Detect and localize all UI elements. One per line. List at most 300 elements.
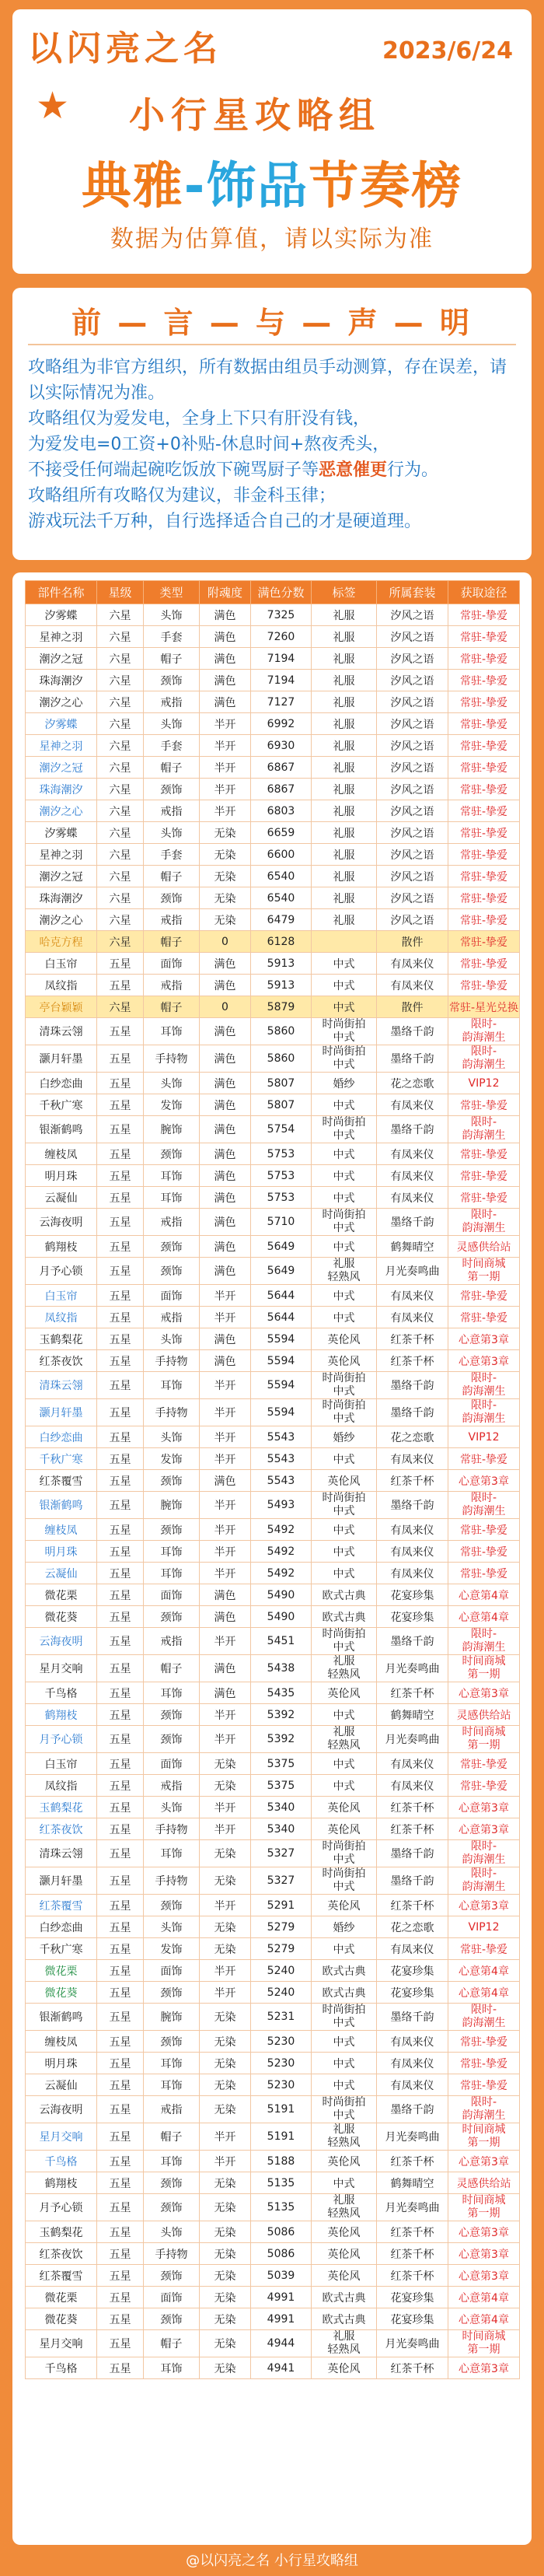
table-row <box>26 713 520 735</box>
table-cell: 云海夜明 <box>26 1628 97 1655</box>
table-cell: 心意第4章 <box>448 1960 520 1982</box>
watermark: @以闪亮之名 小行星攻略组 <box>186 2553 358 2569</box>
table-cell: 心意第3章 <box>448 1350 520 1372</box>
table-cell: 无染 <box>200 887 251 909</box>
table-cell: 时间商城 第一期 <box>448 1258 520 1285</box>
table-cell: 颈饰 <box>144 2172 200 2194</box>
table-cell: 限时- 韵海潮生 <box>448 1116 520 1143</box>
table-cell: 5230 <box>251 2031 312 2053</box>
table-cell: 千秋广寒 <box>26 1448 97 1470</box>
table-row <box>26 1328 520 1350</box>
table-cell: 婚纱 <box>312 1426 377 1448</box>
table-cell: 0 <box>200 996 251 1018</box>
table-cell: 满色 <box>200 1350 251 1372</box>
table-cell: 五星 <box>97 2265 144 2287</box>
table-cell: 鹤翔枝 <box>26 1236 97 1258</box>
table-cell: 耳饰 <box>144 1187 200 1209</box>
table-cell: 五星 <box>97 1426 144 1448</box>
table-cell: 面饰 <box>144 2287 200 2308</box>
table-cell: 常驻-挚爱 <box>448 975 520 996</box>
table-cell: 无染 <box>200 2221 251 2243</box>
table-cell: 有凤来仪 <box>377 1187 448 1209</box>
table-cell: 常驻-挚爱 <box>448 1563 520 1584</box>
table-cell: 帽子 <box>144 2330 200 2357</box>
table-cell: 中式 <box>312 975 377 996</box>
table-cell: 6930 <box>251 735 312 757</box>
table-cell: 五星 <box>97 1584 144 1606</box>
table-cell: 礼服 <box>312 822 377 844</box>
table-cell: 限时- 韵海潮生 <box>448 1628 520 1655</box>
table-cell: 五星 <box>97 1328 144 1350</box>
table-cell: 汐风之语 <box>377 887 448 909</box>
table-cell: 千鸟格 <box>26 1682 97 1704</box>
table-cell: 7127 <box>251 691 312 713</box>
table-cell: 千秋广寒 <box>26 1094 97 1116</box>
table-cell: 常驻-挚爱 <box>448 1094 520 1116</box>
table-cell: 常驻-挚爱 <box>448 670 520 691</box>
table-cell: 颈饰 <box>144 2308 200 2330</box>
table-row <box>26 1143 520 1165</box>
table-cell: 清珠云翎 <box>26 1840 97 1867</box>
table-row <box>26 1541 520 1563</box>
column-header: 部件名称 <box>26 581 97 604</box>
table-cell: 半开 <box>200 1818 251 1840</box>
table-cell: 常驻-挚爱 <box>448 713 520 735</box>
table-cell: 时尚街拍 中式 <box>312 1867 377 1895</box>
table-cell: 微花栗 <box>26 2287 97 2308</box>
table-cell: 欧式古典 <box>312 1584 377 1606</box>
table-cell: 5753 <box>251 1187 312 1209</box>
table-cell: 星神之羽 <box>26 735 97 757</box>
table-cell: 星月交响 <box>26 2123 97 2151</box>
table-cell: 五星 <box>97 1018 144 1045</box>
table-row <box>26 670 520 691</box>
table-cell: 心意第3章 <box>448 2357 520 2379</box>
table-cell: 六星 <box>97 996 144 1018</box>
table-cell: 礼服 <box>312 757 377 779</box>
table-row <box>26 1753 520 1775</box>
table-cell: 花宴珍集 <box>377 2308 448 2330</box>
table-cell: 汐风之语 <box>377 670 448 691</box>
table-cell: 心意第4章 <box>448 1584 520 1606</box>
table-cell: 有凤来仪 <box>377 2031 448 2053</box>
table-cell: 常驻-挚爱 <box>448 1307 520 1328</box>
table-cell: 头饰 <box>144 2221 200 2243</box>
table-cell: 礼服 轻熟风 <box>312 1258 377 1285</box>
table-cell: 5438 <box>251 1655 312 1682</box>
table-row <box>26 1895 520 1916</box>
table-cell: 五星 <box>97 1209 144 1236</box>
table-cell: 中式 <box>312 996 377 1018</box>
table-cell: 欧式古典 <box>312 1606 377 1628</box>
table-row <box>26 1867 520 1895</box>
table-cell: 颈饰 <box>144 887 200 909</box>
table-cell: 五星 <box>97 1519 144 1541</box>
table-cell: 常驻-挚爱 <box>448 757 520 779</box>
table-cell: 有凤来仪 <box>377 1541 448 1563</box>
table-cell: 限时- 韵海潮生 <box>448 1492 520 1519</box>
table-cell: 汐风之语 <box>377 844 448 866</box>
table-cell: 时间商城 第一期 <box>448 2194 520 2221</box>
table-row <box>26 822 520 844</box>
table-cell: 五星 <box>97 1470 144 1492</box>
table-cell: 缠枝凤 <box>26 1519 97 1541</box>
table-cell: 常驻-挚爱 <box>448 1448 520 1470</box>
table-cell: 六星 <box>97 713 144 735</box>
table-cell: 手套 <box>144 626 200 648</box>
table-cell: 5231 <box>251 2004 312 2031</box>
table-cell: 耳饰 <box>144 1018 200 1045</box>
table-cell: 半开 <box>200 1797 251 1818</box>
table-cell: 5451 <box>251 1628 312 1655</box>
table-cell: 常驻-挚爱 <box>448 953 520 975</box>
table-cell: 常驻-挚爱 <box>448 1187 520 1209</box>
table-row <box>26 1350 520 1372</box>
table-cell: 五星 <box>97 2096 144 2123</box>
table-row <box>26 1982 520 2004</box>
table-cell: 五星 <box>97 1073 144 1094</box>
table-cell: 5375 <box>251 1753 312 1775</box>
table-cell: 常驻-星光兑换 <box>448 996 520 1018</box>
table-row <box>26 975 520 996</box>
table-cell: 半开 <box>200 1726 251 1753</box>
table-cell: 半开 <box>200 1372 251 1399</box>
table-cell: 6540 <box>251 866 312 887</box>
table-cell: 墨络千韵 <box>377 2004 448 2031</box>
table-cell: 汐风之语 <box>377 691 448 713</box>
intro-paragraph: 攻略组为非官方组织，所有数据由组员手动测算，存在误差，请以实际情况为准。 <box>28 358 507 403</box>
table-cell: 5340 <box>251 1797 312 1818</box>
table-cell: 有凤来仪 <box>377 975 448 996</box>
intro-paragraph: 游戏玩法千万种，自行选择适合自己的才是硬道理。 <box>28 512 422 531</box>
table-cell: 头饰 <box>144 604 200 626</box>
table-cell: 花宴珍集 <box>377 1960 448 1982</box>
table-cell: 红茶覆雪 <box>26 2265 97 2287</box>
table-cell: 满色 <box>200 691 251 713</box>
table-cell: 中式 <box>312 2172 377 2194</box>
table-cell: 月予心锁 <box>26 1726 97 1753</box>
title-part-2: -饰品 <box>183 158 309 215</box>
table-cell: 墨络千韵 <box>377 1372 448 1399</box>
table-cell: 五星 <box>97 2357 144 2379</box>
table-cell: 婚纱 <box>312 1073 377 1094</box>
table-cell: 满色 <box>200 1209 251 1236</box>
table-row <box>26 1797 520 1818</box>
table-cell: 月光奏鸣曲 <box>377 2123 448 2151</box>
intro-heading: 前 — 言 — 与 — 声 — 明 <box>71 306 473 340</box>
table-cell: 7260 <box>251 626 312 648</box>
table-cell: 腕饰 <box>144 1492 200 1519</box>
table-cell: 中式 <box>312 1094 377 1116</box>
table-cell: 满色 <box>200 1094 251 1116</box>
table-cell: 时尚街拍 中式 <box>312 1372 377 1399</box>
table-cell: 墨络千韵 <box>377 1116 448 1143</box>
table-cell: 颈饰 <box>144 670 200 691</box>
divider <box>28 344 516 345</box>
table-cell: 5753 <box>251 1165 312 1187</box>
table-cell: 5039 <box>251 2265 312 2287</box>
table-cell: 银渐鹤鸣 <box>26 1116 97 1143</box>
table-cell: 礼服 <box>312 713 377 735</box>
table-cell: 常驻-挚爱 <box>448 648 520 670</box>
column-header: 附魂度 <box>200 581 251 604</box>
table-cell: 礼服 <box>312 670 377 691</box>
table-cell: 5435 <box>251 1682 312 1704</box>
table-cell: 五星 <box>97 1753 144 1775</box>
table-cell: 汐雾蝶 <box>26 822 97 844</box>
table-cell: 有凤来仪 <box>377 2074 448 2096</box>
table-cell: 耳饰 <box>144 2053 200 2074</box>
table-cell: 手持物 <box>144 1867 200 1895</box>
table-cell: 头饰 <box>144 822 200 844</box>
table-cell: 耳饰 <box>144 2074 200 2096</box>
table-cell: 灵感供给站 <box>448 1236 520 1258</box>
table-cell: 潮汐之冠 <box>26 757 97 779</box>
table-cell: 红茶覆雪 <box>26 1470 97 1492</box>
table-cell: 限时- 韵海潮生 <box>448 1045 520 1073</box>
table-cell: 五星 <box>97 1960 144 1982</box>
table-row <box>26 1584 520 1606</box>
table-cell: 六星 <box>97 887 144 909</box>
table-cell: 墨络千韵 <box>377 1399 448 1426</box>
table-cell: 英伦风 <box>312 1328 377 1350</box>
table-cell: 时间商城 第一期 <box>448 1726 520 1753</box>
table-row <box>26 1655 520 1682</box>
table-cell: 5913 <box>251 953 312 975</box>
table-cell: 5392 <box>251 1704 312 1726</box>
table-cell: 中式 <box>312 1165 377 1187</box>
table-cell: 礼服 <box>312 604 377 626</box>
table-row <box>26 1818 520 1840</box>
table-row <box>26 1606 520 1628</box>
table-cell: 无染 <box>200 1840 251 1867</box>
table-cell: 手持物 <box>144 1350 200 1372</box>
table-cell: 常驻-挚爱 <box>448 844 520 866</box>
table-cell: 花宴珍集 <box>377 1982 448 2004</box>
table-cell: 银渐鹤鸣 <box>26 1492 97 1519</box>
table-cell: 4941 <box>251 2357 312 2379</box>
table-cell: VIP12 <box>448 1916 520 1938</box>
table-cell: 明月珠 <box>26 1541 97 1563</box>
table-cell: 帽子 <box>144 2123 200 2151</box>
table-cell: 5753 <box>251 1143 312 1165</box>
table-row <box>26 800 520 822</box>
table-cell: 心意第3章 <box>448 1818 520 1840</box>
table-cell: 5543 <box>251 1448 312 1470</box>
table-cell: 英伦风 <box>312 1350 377 1372</box>
table-cell: 常驻-挚爱 <box>448 1165 520 1187</box>
table-cell: 五星 <box>97 2031 144 2053</box>
table-cell: 6479 <box>251 909 312 931</box>
table-cell: 5375 <box>251 1775 312 1797</box>
table-cell: 欧式古典 <box>312 2308 377 2330</box>
table-cell: 心意第3章 <box>448 2243 520 2265</box>
table-cell: 常驻-挚爱 <box>448 1541 520 1563</box>
table-cell: 戒指 <box>144 1209 200 1236</box>
table-cell: 云凝仙 <box>26 1563 97 1584</box>
table-row <box>26 2096 520 2123</box>
table-cell: 时尚街拍 中式 <box>312 1492 377 1519</box>
table-cell: 五星 <box>97 1187 144 1209</box>
table-cell: 清珠云翎 <box>26 1018 97 1045</box>
table-cell: 满色 <box>200 648 251 670</box>
table-cell: 中式 <box>312 1704 377 1726</box>
table-cell: 满色 <box>200 1165 251 1187</box>
table-cell: 常驻-挚爱 <box>448 626 520 648</box>
table-cell: 五星 <box>97 1448 144 1470</box>
table-cell: 汐风之语 <box>377 735 448 757</box>
table-cell: 星神之羽 <box>26 626 97 648</box>
table-cell: 潮汐之冠 <box>26 866 97 887</box>
table-cell: 六星 <box>97 691 144 713</box>
table-cell: 玉鹤梨花 <box>26 2221 97 2243</box>
table-cell: 礼服 <box>312 779 377 800</box>
table-cell: 珠海潮汐 <box>26 887 97 909</box>
table-cell: 中式 <box>312 2031 377 2053</box>
table-cell: 五星 <box>97 2172 144 2194</box>
table-cell: 半开 <box>200 2151 251 2172</box>
table-row <box>26 2265 520 2287</box>
table-cell: 6128 <box>251 931 312 953</box>
table-cell: 潮汐之心 <box>26 691 97 713</box>
table-cell: 五星 <box>97 1840 144 1867</box>
table-cell: 礼服 <box>312 626 377 648</box>
table-cell: 5135 <box>251 2172 312 2194</box>
table-cell: 六星 <box>97 866 144 887</box>
table-cell: 5913 <box>251 975 312 996</box>
table-cell: 无染 <box>200 2287 251 2308</box>
table-cell: 时间商城 第一期 <box>448 1655 520 1682</box>
table-cell: 中式 <box>312 1519 377 1541</box>
table-row <box>26 1094 520 1116</box>
table-cell: 5644 <box>251 1307 312 1328</box>
table-cell: 五星 <box>97 1818 144 1840</box>
table-cell: 六星 <box>97 648 144 670</box>
table-cell: 月光奏鸣曲 <box>377 2330 448 2357</box>
table-row <box>26 1209 520 1236</box>
table-cell: 帽子 <box>144 648 200 670</box>
table-cell: 半开 <box>200 1541 251 1563</box>
table-cell: 5490 <box>251 1606 312 1628</box>
table-cell: 中式 <box>312 1775 377 1797</box>
table-cell: 腕饰 <box>144 1116 200 1143</box>
table-cell: 英伦风 <box>312 1797 377 1818</box>
table-cell: 五星 <box>97 2330 144 2357</box>
table-cell: 汐雾蝶 <box>26 604 97 626</box>
table-cell: 红茶千杯 <box>377 2151 448 2172</box>
table-cell: 耳饰 <box>144 1563 200 1584</box>
table-cell: 无染 <box>200 2194 251 2221</box>
table-cell: 英伦风 <box>312 2357 377 2379</box>
table-row <box>26 2172 520 2194</box>
table-cell: 红茶夜饮 <box>26 2243 97 2265</box>
table-cell: 墨络千韵 <box>377 1628 448 1655</box>
table-cell: 面饰 <box>144 1960 200 1982</box>
table-cell: 常驻-挚爱 <box>448 931 520 953</box>
table-cell: 红茶千杯 <box>377 2243 448 2265</box>
table-cell: 6803 <box>251 800 312 822</box>
title-part-3: 节奏榜 <box>309 158 463 215</box>
table-cell: 汐风之语 <box>377 909 448 931</box>
table-cell: 耳饰 <box>144 1372 200 1399</box>
table-cell: 半开 <box>200 1519 251 1541</box>
table-cell: 五星 <box>97 2287 144 2308</box>
table-cell: 五星 <box>97 1307 144 1328</box>
table-cell: 颈饰 <box>144 1143 200 1165</box>
table-cell: 4991 <box>251 2308 312 2330</box>
table-cell: 颈饰 <box>144 1236 200 1258</box>
game-title: 以闪亮之名 <box>28 29 222 68</box>
table-cell: 5492 <box>251 1541 312 1563</box>
table-cell: 半开 <box>200 1448 251 1470</box>
table-cell: 英伦风 <box>312 2221 377 2243</box>
table-cell: 五星 <box>97 1165 144 1187</box>
table-cell: 无染 <box>200 909 251 931</box>
page-subtitle: 数据为估算值，请以实际为准 <box>110 226 434 253</box>
table-cell: 哈克方程 <box>26 931 97 953</box>
table-cell: 无染 <box>200 2308 251 2330</box>
table-cell: 六星 <box>97 909 144 931</box>
table-cell: 花宴珍集 <box>377 1606 448 1628</box>
table-cell: 欧式古典 <box>312 1982 377 2004</box>
table-cell: 颈饰 <box>144 1982 200 2004</box>
table-cell: 汐风之语 <box>377 822 448 844</box>
table-cell <box>312 931 377 953</box>
table-row <box>26 2194 520 2221</box>
table-cell: 5879 <box>251 996 312 1018</box>
table-cell: 5086 <box>251 2221 312 2243</box>
table-cell: 5492 <box>251 1519 312 1541</box>
table-cell: 有凤来仪 <box>377 1094 448 1116</box>
table-cell: 4944 <box>251 2330 312 2357</box>
table-row <box>26 1187 520 1209</box>
table-row <box>26 604 520 626</box>
table-cell: 5492 <box>251 1563 312 1584</box>
table-cell: 5191 <box>251 2123 312 2151</box>
table-cell: 红茶千杯 <box>377 1350 448 1372</box>
table-row <box>26 757 520 779</box>
table-cell: 半开 <box>200 1285 251 1307</box>
table-cell: 五星 <box>97 1258 144 1285</box>
table-cell: 常驻-挚爱 <box>448 887 520 909</box>
table-cell: 满色 <box>200 1116 251 1143</box>
table-row <box>26 2123 520 2151</box>
table-cell: 红茶千杯 <box>377 2265 448 2287</box>
table-cell: 半开 <box>200 1704 251 1726</box>
table-cell: 帽子 <box>144 866 200 887</box>
table-cell: 5291 <box>251 1895 312 1916</box>
table-cell: 灏月轩墨 <box>26 1867 97 1895</box>
table-cell: 头饰 <box>144 1426 200 1448</box>
intro-paragraph: 攻略组所有攻略仅为建议，非金科玉律； <box>28 486 337 506</box>
table-cell: 无染 <box>200 2074 251 2096</box>
table-cell: 常驻-挚爱 <box>448 2053 520 2074</box>
table-cell: 时尚街拍 中式 <box>312 1399 377 1426</box>
table-cell: 欧式古典 <box>312 1960 377 1982</box>
table-cell: 耳饰 <box>144 2357 200 2379</box>
table-cell: 头饰 <box>144 1916 200 1938</box>
table-cell: 红茶千杯 <box>377 2357 448 2379</box>
table-cell: 无染 <box>200 2330 251 2357</box>
table-cell: 五星 <box>97 2074 144 2096</box>
table-cell: 潮汐之心 <box>26 909 97 931</box>
table-cell: 礼服 <box>312 844 377 866</box>
table-cell: 帽子 <box>144 931 200 953</box>
table-cell: 常驻-挚爱 <box>448 909 520 931</box>
table-cell: 满色 <box>200 1470 251 1492</box>
table-cell: 5279 <box>251 1938 312 1960</box>
table-cell: 汐风之语 <box>377 757 448 779</box>
